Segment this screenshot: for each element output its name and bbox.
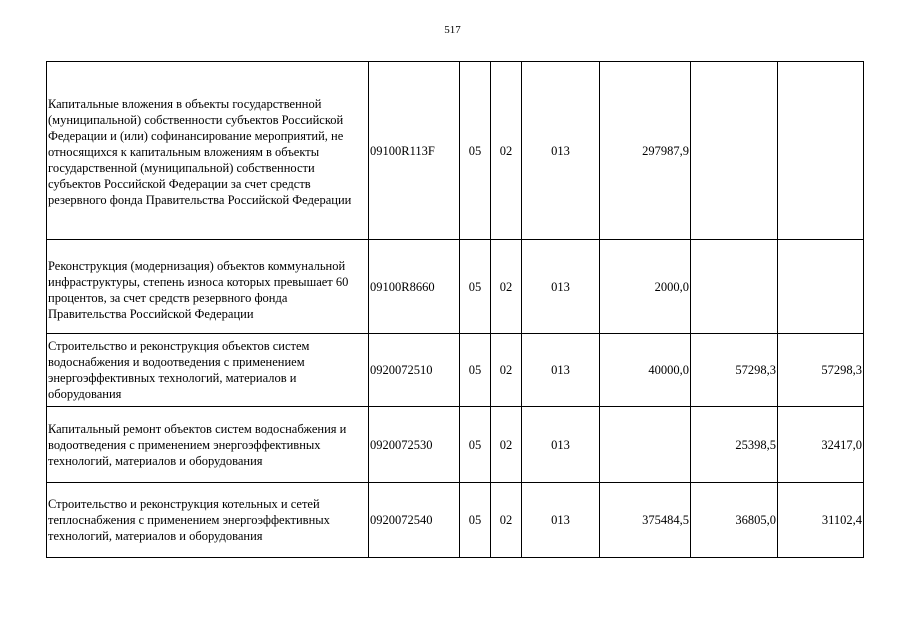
table-row <box>47 240 864 334</box>
amount-year3-cell: 57298,3 <box>778 334 864 407</box>
amount-year2-cell <box>691 240 778 334</box>
section-code-cell: 05 <box>460 407 491 483</box>
subsection-code-cell: 02 <box>491 483 522 558</box>
expense-name-cell: Реконструкция (модернизация) объектов коммунальной инфраструктуры, степень износа которых превышает 60 процентов, за счет средств резервного фонда Правительства Российской Федерации <box>47 240 369 334</box>
subsection-code-cell: 02 <box>491 407 522 483</box>
amount-year3-cell <box>778 240 864 334</box>
amount-year1-cell <box>600 407 691 483</box>
expense-type-code-cell: 013 <box>522 334 600 407</box>
page-number: 517 <box>444 24 461 36</box>
table-row <box>47 334 864 407</box>
subsection-code-cell: 02 <box>491 240 522 334</box>
expense-name-cell: Строительство и реконструкция котельных и сетей теплоснабжения с применением энергоэффективных технологий, материалов и оборудования <box>47 483 369 558</box>
expense-type-code-cell: 013 <box>522 483 600 558</box>
amount-year2-cell: 25398,5 <box>691 407 778 483</box>
section-code-cell: 05 <box>460 62 491 240</box>
amount-year2-cell <box>691 62 778 240</box>
expense-type-code-cell: 013 <box>522 62 600 240</box>
section-code-cell: 05 <box>460 240 491 334</box>
target-article-code-cell: 0920072510 <box>369 334 460 407</box>
subsection-code-cell: 02 <box>491 62 522 240</box>
amount-year1-cell: 40000,0 <box>600 334 691 407</box>
section-code-cell: 05 <box>460 334 491 407</box>
amount-year1-cell: 375484,5 <box>600 483 691 558</box>
table-row <box>47 62 864 240</box>
table-row <box>47 407 864 483</box>
expense-name-cell: Капитальные вложения в объекты государственной (муниципальной) собственности субъектов Российской Федерации и (или) софинансирование мероприятий, не относящихся к капитальным вложениям в объекты государственной (муниципальной) собственности субъектов Российской Федерации за счет средств резервного фонда Правительства Российской Федерации <box>47 62 369 240</box>
amount-year3-cell: 32417,0 <box>778 407 864 483</box>
amount-year1-cell: 2000,0 <box>600 240 691 334</box>
subsection-code-cell: 02 <box>491 334 522 407</box>
amount-year1-cell: 297987,9 <box>600 62 691 240</box>
amount-year3-cell <box>778 62 864 240</box>
target-article-code-cell: 09100R8660 <box>369 240 460 334</box>
section-code-cell: 05 <box>460 483 491 558</box>
amount-year2-cell: 36805,0 <box>691 483 778 558</box>
expense-type-code-cell: 013 <box>522 240 600 334</box>
target-article-code-cell: 0920072540 <box>369 483 460 558</box>
expense-name-cell: Капитальный ремонт объектов систем водоснабжения и водоотведения с применением энергоэффективных технологий, материалов и оборудования <box>47 407 369 483</box>
table-row <box>47 483 864 558</box>
target-article-code-cell: 09100R113F <box>369 62 460 240</box>
expense-type-code-cell: 013 <box>522 407 600 483</box>
expense-name-cell: Строительство и реконструкция объектов систем водоснабжения и водоотведения с применением энергоэффективных технологий, материалов и оборудования <box>47 334 369 407</box>
budget-table <box>46 61 864 558</box>
target-article-code-cell: 0920072530 <box>369 407 460 483</box>
amount-year2-cell: 57298,3 <box>691 334 778 407</box>
amount-year3-cell: 31102,4 <box>778 483 864 558</box>
